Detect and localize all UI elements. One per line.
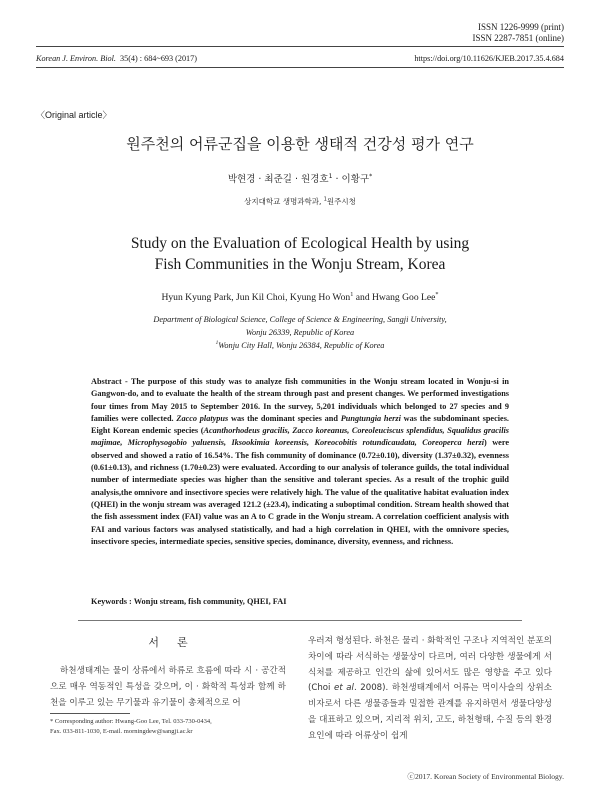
keywords: Keywords : Wonju stream, fish community, QHEI, FAI bbox=[91, 597, 287, 606]
left-column-text bbox=[50, 664, 286, 711]
intro-paragraph-right bbox=[308, 634, 552, 745]
english-affil-line2: Wonju 26339, Republic of Korea bbox=[245, 328, 355, 337]
english-affil-sup: 1 bbox=[215, 340, 219, 347]
english-authors-part1: Hyun Kyung Park, Jun Kil Choi, Kyung Ho Won bbox=[161, 292, 351, 303]
intro-right-part1: 우러져 형성된다. 하천은 물리 · 화학적인 구조나 지역적인 분포의 차이에 따라 서식하는 생물상이 다르며, 여러 다양한 생물에게 서식처를 제공하고 인간의 삶에 있어서도 많은 영향을 주고 있다 (Choi bbox=[308, 636, 552, 694]
korean-authors-part1: 박현경 · 최준길 · 원경호 bbox=[227, 174, 329, 185]
intro-paragraph-left: 하천생태계는 물이 상류에서 하류로 흐름에 따라 시 · 공간적으로 매우 역동적인 특성을 갖으며, 이 · 화학적 특성과 함께 하천을 이루고 있는 무기물과 유기물이 총체적으로 어 bbox=[50, 666, 286, 708]
citation-et-al: et al bbox=[334, 683, 354, 694]
intro-right-part2: . 2008). 하천생태계에서 어류는 먹이사슬의 상위소비자로서 다른 생물종들과 밀접한 관계를 유지하면서 생물다양성을 대표하고 있으며, 지리적 위치, 고도, 하천형태, 수질 등의 환경요인에 따라 어류상이 쉽게 bbox=[308, 683, 553, 741]
english-title-line2: Fish Communities in the Wonju Stream, Korea bbox=[154, 256, 446, 273]
footnote-line2: Fax. 033-811-1030, E-mail. morningdew@sangji.ac.kr bbox=[50, 727, 193, 735]
footnote-rule bbox=[50, 713, 130, 714]
english-title-line1: Study on the Evaluation of Ecological Health by using bbox=[130, 235, 470, 252]
korean-affil-sup: 1 bbox=[323, 196, 327, 203]
english-title bbox=[0, 233, 600, 275]
corresponding-author-footnote bbox=[50, 717, 212, 736]
copyright-notice: ⓒ2017. Korean Society of Environmental Biology. bbox=[407, 772, 564, 781]
korean-author-sup: 1 bbox=[328, 172, 333, 180]
left-column bbox=[50, 634, 286, 711]
abstract-text-3: was the subdominant species. Eight Korean endemic species ( bbox=[91, 413, 509, 436]
korean-corresponding-mark: * bbox=[369, 172, 373, 180]
doi-link[interactable]: https://doi.org/10.11626/KJEB.2017.35.4.684 bbox=[414, 54, 564, 63]
english-author-sup: 1 bbox=[350, 290, 354, 298]
abstract-text-1: Abstract - The purpose of this study was to analyze fish communities in the Wonju stream located in Wonju-si in Gangwon-do, and to evaluate the health of the stream through past and present changes. We performed investigations four times from May 2015 to September 2016. In the survey, 5,201 individuals which belonged to 27 species and 9 families were collected. bbox=[91, 377, 509, 423]
header-top-rule bbox=[36, 46, 564, 47]
header-bottom-rule bbox=[36, 67, 564, 68]
journal-citation bbox=[36, 54, 197, 63]
korean-affil-2: 원주시청 bbox=[326, 197, 356, 206]
abstract-species-2: Pungtungia herzi bbox=[340, 413, 401, 423]
abstract-species-1: Zacco platypus bbox=[176, 413, 229, 423]
english-affil-line1: Department of Biological Science, College of Science & Engineering, Sangji University, bbox=[153, 315, 447, 324]
english-corresponding-mark: * bbox=[435, 290, 439, 298]
korean-authors-part2: · 이황구 bbox=[332, 174, 370, 185]
intro-heading: 서론 bbox=[148, 636, 206, 649]
right-column-text bbox=[308, 634, 552, 745]
korean-authors bbox=[0, 171, 600, 185]
right-column bbox=[308, 634, 552, 745]
english-affil-line3: Wonju City Hall, Wonju 26384, Republic of Korea bbox=[218, 341, 385, 350]
korean-title: 원주천의 어류군집을 이용한 생태적 건강성 평가 연구 bbox=[126, 135, 474, 153]
english-authors bbox=[0, 292, 600, 303]
abstract-text-2: was the dominant species and bbox=[228, 413, 341, 423]
footnote-line1: * Corresponding author: Hwang-Goo Lee, Tel. 033-730-0434, bbox=[50, 718, 212, 725]
journal-volume: 35(4) : 684~693 (2017) bbox=[120, 54, 197, 63]
abstract-text-4: ) were observed and showed a ratio of 16.54%. The fish community of dominance (0.72±0.10), diversity (1.37±0.32), evenness (0.61±0.13), and richness (1.70±0.23) were evaluated. According to our analysis of tolerance guilds, the total individual number of intermediate species was higher than the sensitive and tolerant species. As a result of the trophic guild analysis,the omnivore and insectivore species were relatively high. The value of the qualitative habitat evaluation index (QHEI) in the wonju stream was averaged 121.2 (±23.4), indicating a suboptimal condition. Stream health showed that the fish assessment index (FAI) value was an A to C grade in the Wonju stream. A correlation coefficient analysis with FAI and various factors was analysed statistically, and had a high correlation in QHEI, with the omnivore species, insectivore species, intermediate species, sensitive species, dominance, diversity, evenness, and richness. bbox=[91, 438, 510, 546]
issn-online: ISSN 2287-7851 (online) bbox=[472, 33, 564, 43]
issn-print: ISSN 1226-9999 (print) bbox=[478, 22, 564, 32]
english-affil-line3-wrap bbox=[0, 339, 600, 352]
english-affiliation bbox=[0, 313, 600, 352]
abstract bbox=[91, 376, 509, 548]
korean-affil-1: 상지대학교 생명과학과, bbox=[244, 197, 324, 206]
journal-name: Korean J. Environ. Biol. bbox=[36, 54, 116, 63]
article-type: 〈Original article〉 bbox=[36, 110, 112, 120]
korean-affiliation bbox=[0, 196, 600, 207]
section-divider bbox=[78, 620, 522, 621]
abstract-species-list: Acanthorhodeus gracilis, Zacco koreanus, Coreoleuciscus splendidus, Squalidus gracilis majimae, Microphysogobio yaluensis, Iksookimia koreensis, Koreocobitis rotundicaudata, Coreoperca herzi bbox=[91, 426, 509, 448]
issn-block bbox=[473, 22, 565, 44]
english-authors-part2: and Hwang Goo Lee bbox=[353, 292, 436, 303]
